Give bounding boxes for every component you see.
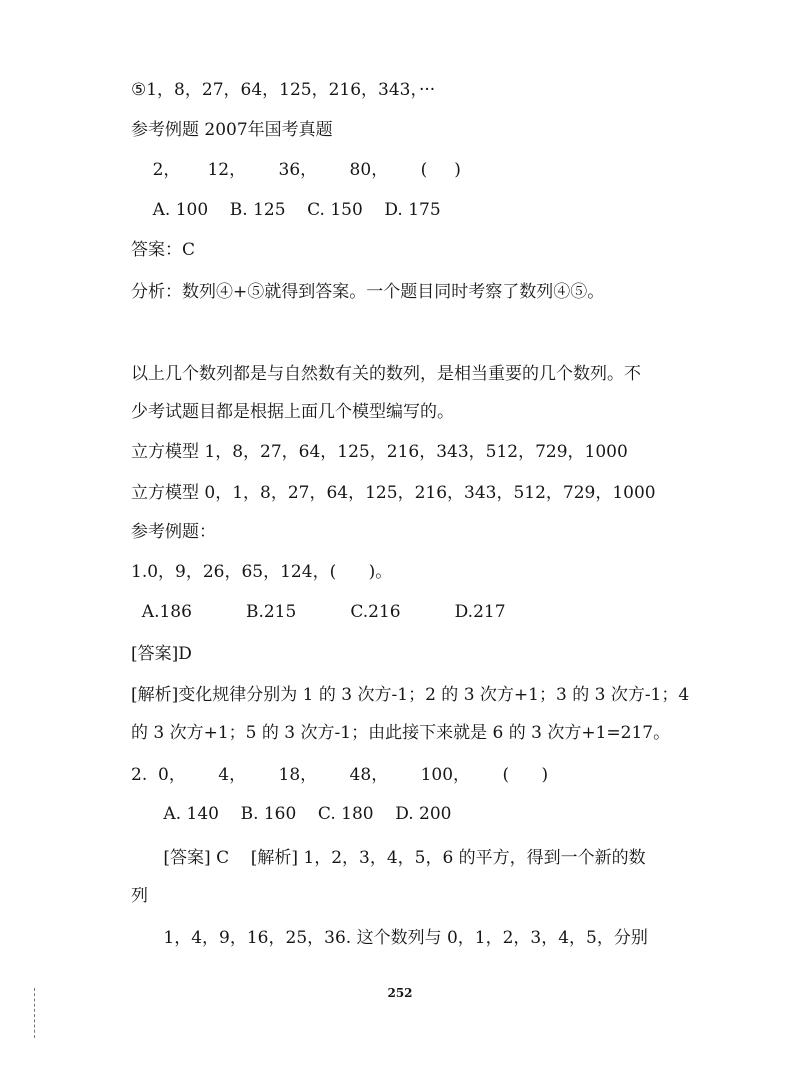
text-line-options-2: A. 140 B. 160 C. 180 D. 200 (131, 804, 452, 824)
text-line-cube-model-1: 立方模型 1，8，27，64，125，216，343，512，729，1000 (131, 442, 628, 462)
text-line-explanation-1b: 的 3 次方+1；5 的 3 次方-1；由此接下来就是 6 的 3 次方+1=217。 (131, 723, 671, 743)
text-line-answer-2-cont: 列 (131, 886, 148, 906)
text-line-options-1: A.186 B.215 C.216 D.217 (131, 602, 506, 622)
text-line-question-1: 1.0，9，26，65，124，( )。 (131, 562, 393, 582)
text-line-example-heading: 参考例题 2007年国考真题 (131, 120, 333, 140)
text-line-cube-model-2: 立方模型 0，1，8，27，64，125，216，343，512，729，1000 (131, 483, 656, 503)
text-line-paragraph-2: 少考试题目都是根据上面几个模型编写的。 (131, 402, 454, 422)
binding-margin-marks (34, 988, 35, 1038)
text-line-question-sequence: 2， 12， 36， 80， ( ) (131, 160, 461, 180)
text-line-answer: 答案：C (131, 240, 196, 260)
text-line-paragraph-1: 以上几个数列都是与自然数有关的数列，是相当重要的几个数列。不 (131, 364, 641, 384)
text-line-explanation-1a: [解析]变化规律分别为 1 的 3 次方-1；2 的 3 次方+1；3 的 3 次方-1；4 (131, 685, 690, 705)
text-line-question-2: 2. 0， 4， 18， 48， 100， ( ) (131, 765, 549, 785)
text-line-answer-2: [答案] C [解析] 1，2，3，4，5，6 的平方，得到一个新的数 (131, 848, 646, 868)
page-number: 252 (387, 986, 413, 1000)
text-line-answer-1: [答案]D (131, 644, 192, 664)
text-line-sequence-5: ⑤1，8，27，64，125，216，343，··· (131, 80, 436, 100)
text-line-squares: 1，4，9，16，25，36. 这个数列与 0，1，2，3，4，5，分别 (131, 928, 648, 948)
text-line-analysis: 分析：数列④+⑤就得到答案。一个题目同时考察了数列④⑤。 (131, 282, 605, 302)
text-line-options: A. 100 B. 125 C. 150 D. 175 (131, 200, 441, 220)
text-line-example-label: 参考例题： (131, 522, 216, 542)
